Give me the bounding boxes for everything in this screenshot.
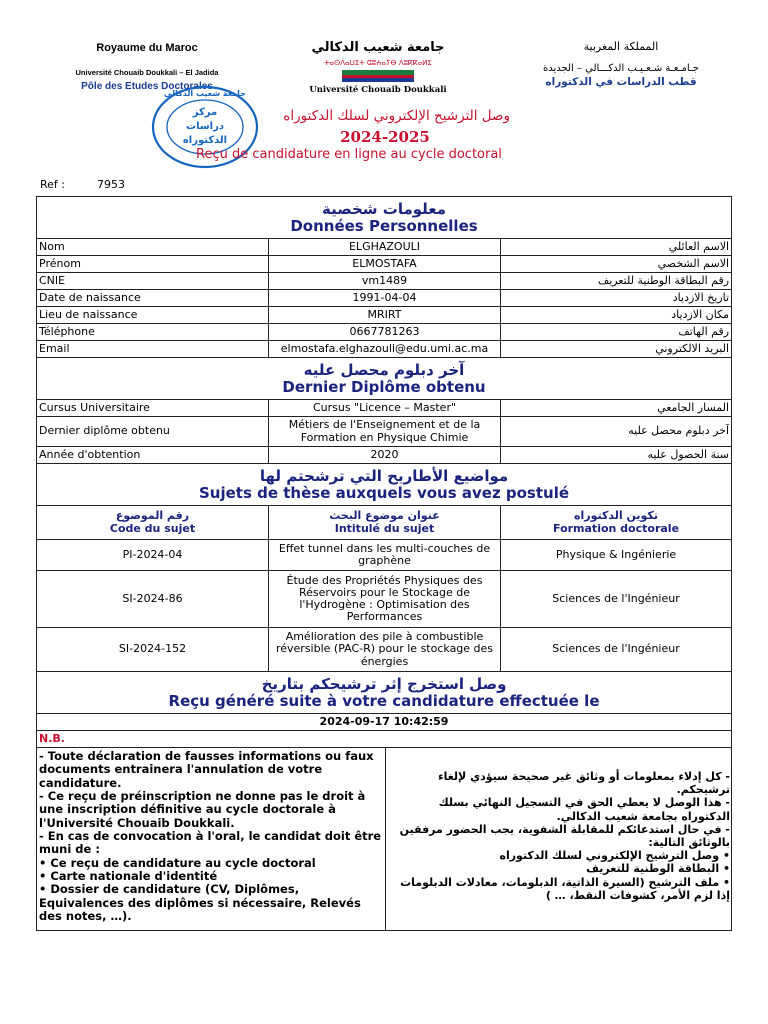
column-header-code (37, 506, 269, 540)
stamp-line3: الدكتوراه (182, 135, 228, 146)
subject-formation: Sciences de l'Ingénieur (501, 571, 732, 628)
section-diploma-title-fr: Dernier Diplôme obtenu (282, 377, 486, 396)
table-row (37, 256, 732, 273)
notes-fr-cell (37, 748, 385, 930)
note-ar-line: • ملف الترشيح (السيرة الذاتية، الدبلومات، معادلات الدبلومات إذا لزم الأمر، كشوفات النقط، … ) (400, 875, 730, 902)
row-label-fr: Téléphone (37, 324, 269, 341)
section-personal-title-fr: Données Personnelles (290, 216, 478, 235)
note-fr-line: • Dossier de candidature (CV, Diplômes, Equivalences des diplômes si nécessaire, Relevés des notes, …). (39, 882, 361, 923)
subject-title: Étude des Propriétés Physiques des Réservoirs pour le Stockage de l'Hydrogène : Optimisation des Performances (269, 571, 501, 628)
title-french: Reçu de candidature en ligne au cycle doctoral (196, 147, 502, 162)
row-value: ELMOSTAFA (269, 256, 501, 273)
row-value: Cursus "Licence – Master" (269, 400, 501, 417)
notes-row (37, 748, 732, 931)
note-fr-line: - Toute déclaration de fausses informations ou faux documents entrainera l'annulation de votre candidature. (39, 749, 374, 790)
reference (40, 178, 125, 191)
section-personal-title-ar: معلومات شخصية (321, 200, 447, 218)
section-diploma-header (37, 358, 732, 400)
section-receipt-header (37, 672, 732, 714)
note-ar-line: - كل إدلاء بمعلومات أو وثائق غير صحيحة سيؤدي لإلغاء ترشيحكم. (437, 770, 730, 797)
pole-ar: قطب الدراسات في الدكتوراه (545, 76, 697, 88)
note-ar-line: - هذا الوصل لا يعطي الحق في التسجيل النهائي بسلك الدكتوراه بجامعة شعيب الدكالي. (438, 796, 730, 823)
stamp-line2: دراسات (186, 121, 224, 132)
row-label-ar: رقم البطاقة الوطنية للتعريف (501, 273, 732, 290)
column-header-fr: Intitulé du sujet (334, 521, 435, 535)
university-ar: جـامـعـة شـعـيـب الدكـــالي – الجديدة (543, 63, 699, 74)
table-row (37, 417, 732, 447)
row-label-ar: الاسم العائلي (501, 239, 732, 256)
row-label-ar: رقم الهاتف (501, 324, 732, 341)
row-value: 0667781263 (269, 324, 501, 341)
row-label-fr: Année d'obtention (37, 447, 269, 464)
university-logo (298, 34, 458, 98)
stamp-ring-text: جامعة شعيب الدكالي (164, 89, 246, 98)
row-label-ar: آخر دبلوم محصل عليه (501, 417, 732, 447)
row-label-ar: تاريخ الازدياد (501, 290, 732, 307)
row-label-ar: المسار الجامعي (501, 400, 732, 417)
row-label-fr: Cursus Universitaire (37, 400, 269, 417)
row-label-fr: Date de naissance (37, 290, 269, 307)
title-year: 2024-2025 (340, 128, 430, 146)
receipt-datetime: 2024-09-17 10:42:59 (37, 714, 732, 731)
kingdom-ar: المملكة المغربية (583, 40, 659, 53)
row-label-fr: Dernier diplôme obtenu (37, 417, 269, 447)
row-label-ar: البريد الالكتروني (501, 341, 732, 358)
subject-code: SI-2024-152 (37, 628, 269, 672)
table-row (37, 447, 732, 464)
row-label-fr: Prénom (37, 256, 269, 273)
subject-formation: Sciences de l'Ingénieur (501, 628, 732, 672)
note-ar-line: • وصل الترشيح الإلكتروني لسلك الدكتوراه (499, 849, 730, 863)
notes-label-row (37, 731, 732, 748)
row-value: 1991-04-04 (269, 290, 501, 307)
title-arabic: وصل الترشيح الإلكتروني لسلك الدكتوراه (283, 108, 510, 124)
logo-mark (342, 70, 414, 82)
row-label-fr: Nom (37, 239, 269, 256)
table-row (37, 540, 732, 571)
notes-label: N.B. (37, 731, 732, 748)
row-value: Métiers de l'Enseignement et de la Formation en Physique Chimie (269, 417, 501, 447)
row-value: vm1489 (269, 273, 501, 290)
note-fr-line: - En cas de convocation à l'oral, le candidat doit être muni de : (39, 828, 382, 857)
note-fr-line: • Carte nationale d'identité (39, 868, 218, 883)
logo-tifinagh-text: ⵜⴰⵙⴷⴰⵡⵉⵜ ⵛⵓⵄⴰⵢⴱ ⴷⵓⴽⴽⴰⵍⵉ (324, 59, 432, 67)
section-diploma-title-ar: آخر دبلوم محصل عليه (303, 361, 465, 379)
row-label-fr: Email (37, 341, 269, 358)
row-value: 2020 (269, 447, 501, 464)
note-fr-line: • Ce reçu de candidature au cycle doctoral (39, 855, 316, 870)
table-row (37, 273, 732, 290)
kingdom-fr: Royaume du Maroc (96, 42, 198, 54)
row-label-ar: مكان الازدياد (501, 307, 732, 324)
subjects-column-headers (37, 506, 732, 540)
column-header-ar: عنوان موضوع البحث (329, 509, 440, 523)
subject-code: SI-2024-86 (37, 571, 269, 628)
table-row (37, 341, 732, 358)
table-row (37, 571, 732, 628)
logo-latin: Université Chouaib Doukkali (309, 85, 447, 95)
ref-label: Ref : (40, 178, 65, 191)
candidature-table (36, 196, 732, 931)
receipt-date-row (37, 714, 732, 731)
section-subjects-title-fr: Sujets de thèse auxquels vous avez postulé (199, 483, 570, 502)
section-receipt-title-ar: وصل استخرج إثر ترشيحكم بتاريخ (261, 675, 507, 693)
row-label-fr: CNIE (37, 273, 269, 290)
table-row (37, 290, 732, 307)
note-ar-line: • البطاقة الوطنية للتعريف (586, 862, 730, 876)
column-header-fr: Formation doctorale (553, 521, 680, 535)
section-personal-header (37, 197, 732, 239)
note-ar-line: - في حال استدعائكم للمقابلة الشفوية، يجب الحضور مرفقين بالوثائق التالية: (399, 822, 730, 849)
column-header-ar: رقم الموضوع (115, 509, 190, 523)
column-header-fr: Code du sujet (109, 521, 196, 535)
table-row (37, 239, 732, 256)
notes-fr (39, 750, 383, 923)
section-subjects-header (37, 464, 732, 506)
notes-ar-cell (385, 748, 732, 930)
header-right (516, 40, 726, 88)
row-value: ELGHAZOULI (269, 239, 501, 256)
row-label-ar: سنة الحصول عليه (501, 447, 732, 464)
subject-formation: Physique & Ingénierie (501, 540, 732, 571)
note-fr-line: - Ce reçu de préinscription ne donne pas le droit à une inscription définitive au cycle doctorale à l'Université Chouaib Doukkali. (39, 788, 366, 830)
column-header-title (269, 506, 501, 540)
subject-code: PI-2024-04 (37, 540, 269, 571)
logo-arabic: جامعة شعيب الدكالي (311, 40, 445, 55)
column-header-ar: تكوين الدكتوراه (574, 509, 658, 523)
section-receipt-title-fr: Reçu généré suite à votre candidature effectuée le (168, 691, 600, 710)
row-value: elmostafa.elghazouli@edu.umi.ac.ma (269, 341, 501, 358)
column-header-formation (501, 506, 732, 540)
stamp-line1: مركز (192, 107, 218, 118)
notes-ar (388, 750, 731, 902)
row-value: MRIRT (269, 307, 501, 324)
row-label-fr: Lieu de naissance (37, 307, 269, 324)
pole-fr: Pôle des Etudes Doctorales (81, 81, 213, 92)
subject-title: Effet tunnel dans les multi-couches de graphène (269, 540, 501, 571)
subject-title: Amélioration des pile à combustible réversible (PAC-R) pour le stockage des énergies (269, 628, 501, 672)
ref-value: 7953 (97, 178, 125, 191)
table-row (37, 324, 732, 341)
section-subjects-title-ar: مواضيع الأطاريح التي ترشحتم لها (259, 467, 509, 485)
university-fr: Université Chouaib Doukkali – El Jadida (75, 68, 219, 77)
table-row (37, 628, 732, 672)
row-label-ar: الاسم الشخصي (501, 256, 732, 273)
table-row (37, 307, 732, 324)
table-row (37, 400, 732, 417)
